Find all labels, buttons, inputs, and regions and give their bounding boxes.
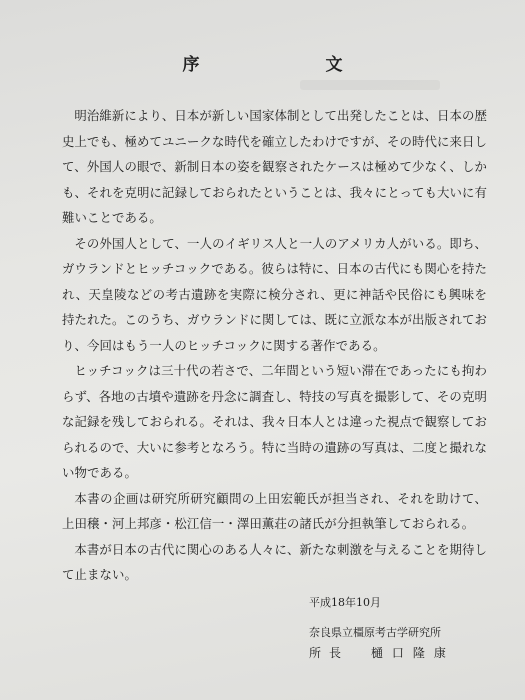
signature-name: 樋口隆康 xyxy=(370,646,455,660)
paragraph-3: ヒッチコックは三十代の若さで、二年間という短い滞在であったにも拘わらず、各地の古墳や遺跡を丹念に調査し、特技の写真を撮影して、その克明な記録を残しておられる。それは、我々日本人とは違った視点で観察しておられるので、大いに参考となろう。特に当時の遺跡の写真は、二度と撮れない物である。 xyxy=(62,363,487,480)
paragraph-4: 本書の企画は研究所研究顧問の上田宏範氏が担当され、それを助けて、上田穣・河上邦彦・松江信一・澤田薫荘の諸氏が分担執筆しておられる。 xyxy=(62,490,487,531)
paragraph-1: 明治維新により、日本が新しい国家体制として出発したことは、日本の歴史上でも、極めてユニークな時代を確立したわけですが、その時代に来日して、外国人の眼で、新制日本の姿を観察されたケースは極めて少なく、しかも、それを克明に記録しておられたということは、我々にとっても大いに有難いことである。 xyxy=(62,108,487,225)
organization-name: 奈良県立橿原考古学研究所 xyxy=(309,626,441,639)
show-through-mark xyxy=(300,80,440,90)
document-date: 平成18年10月 xyxy=(309,596,381,609)
paragraph-2: その外国人として、一人のイギリス人と一人のアメリカ人がいる。即ち、ガウランドとヒッチコックである。彼らは特に、日本の古代にも関心を持たれ、天皇陵などの考古遺跡を実際に検分され、更に神話や民俗にも興味を持たれた。このうち、ガウランドに関しては、既に立派な本が出版されており、今回はもう一人のヒッチコックに関する著作である。 xyxy=(62,235,487,353)
signature-role: 所長 xyxy=(309,646,350,660)
signature xyxy=(309,644,455,661)
document-title: 序 文 xyxy=(182,55,403,75)
document-body xyxy=(62,103,487,588)
paragraph-5: 本書が日本の古代に関心のある人々に、新たな刺激を与えることを期待して止まない。 xyxy=(62,541,487,582)
